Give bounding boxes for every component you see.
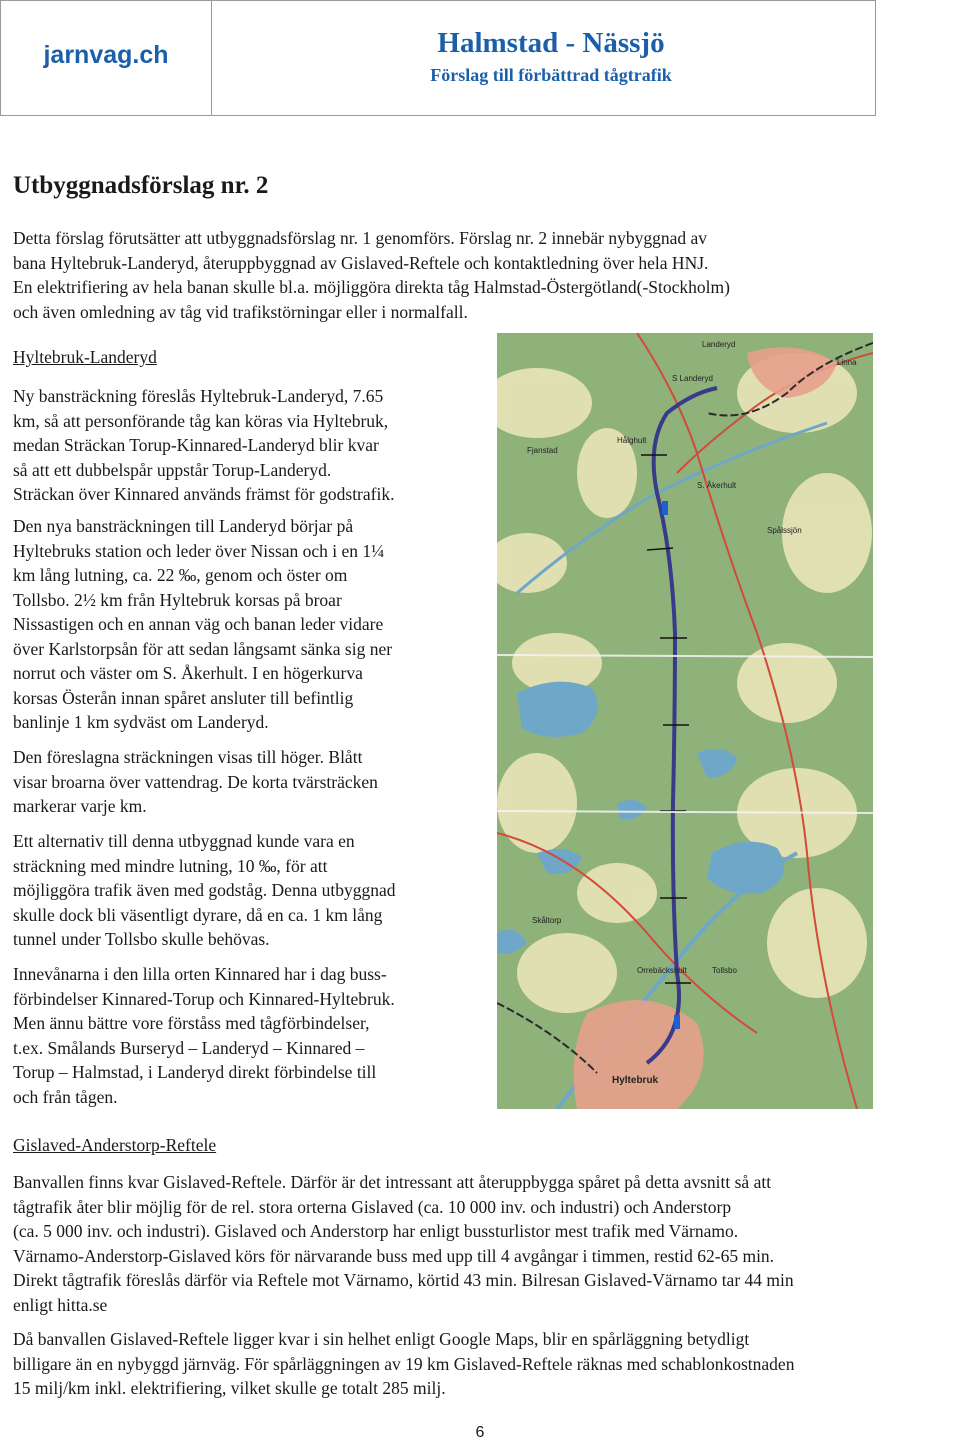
text-line: 15 milj/km inkl. elektrifiering, vilket skulle ge totalt 285 milj. — [13, 1378, 446, 1398]
section-title-gislaved: Gislaved-Anderstorp-Reftele — [13, 1135, 217, 1155]
paragraph-description — [13, 514, 483, 735]
map-label: Skåltorp — [532, 916, 562, 925]
map-label: Linna — [837, 358, 857, 367]
text-line: Sträckan över Kinnared används främst för godstrafik. — [13, 484, 395, 504]
text-line: så att ett dubbelspår uppstår Torup-Landeryd. — [13, 459, 332, 480]
text-line: Värnamo-Anderstorp-Gislaved körs för närvarande buss med upp till 4 avgångar i timmen, restid 62-65 min. — [13, 1245, 775, 1266]
header-title-box — [211, 0, 876, 116]
text-line: km lång lutning, ca. 22 ‰, genom och öster om — [13, 565, 348, 585]
text-line: enligt hitta.se — [13, 1294, 108, 1315]
text-line: skulle dock bli väsentligt dyrare, då en ca. 1 km lång — [13, 904, 383, 925]
text-line: Hyltebruks station och leder över Nissan och i en 1¼ — [13, 540, 385, 561]
map-label: Hålghult — [617, 436, 647, 445]
text-line: tågtrafik åter blir möjlig för de rel. stora orterna Gislaved (ca. 10 000 inv. och industri) och Anderstorp — [13, 1196, 732, 1217]
paragraph-alternative — [13, 829, 483, 952]
paragraph-kinnared — [13, 962, 483, 1109]
text-line: förbindelser Kinnared-Torup och Kinnared-Hyltebruk. — [13, 988, 395, 1009]
text-line: markerar varje km. — [13, 796, 147, 816]
map-label: Spålssjön — [767, 526, 802, 535]
text-line: banlinje 1 km sydväst om Landeryd. — [13, 712, 269, 732]
text-line: Ett alternativ till denna utbyggnad kunde vara en — [13, 831, 355, 851]
text-line: Ny bansträckning föreslås Hyltebruk-Landeryd, 7.65 — [13, 386, 384, 406]
map-label: Hyltebruk — [612, 1075, 659, 1086]
map-label: S. Åkerhult — [697, 481, 737, 490]
text-line: bana Hyltebruk-Landeryd, återuppbyggnad av Gislaved-Reftele och kontaktledning över hela HNJ. — [13, 252, 709, 273]
text-line: Den nya bansträckningen till Landeryd börjar på — [13, 516, 354, 536]
text-line: Direkt tågtrafik föreslås därför via Reftele mot Värnamo, körtid 43 min. Bilresan Gislaved-Värnamo tar 44 min — [13, 1270, 794, 1290]
text-line: Nissastigen och en annan väg och banan leder vidare — [13, 614, 384, 634]
page-header — [0, 0, 876, 116]
text-line: över Karlstorpsån för att sedan långsamt sänka sig ner — [13, 638, 393, 659]
paragraph-map-legend — [13, 745, 483, 819]
site-brand[interactable]: jarnvag.ch — [43, 41, 169, 69]
text-line: Torup – Halmstad, i Landeryd direkt förbindelse till — [13, 1062, 377, 1082]
page-number: 6 — [475, 1424, 485, 1441]
text-line: Då banvallen Gislaved-Reftele ligger kvar i sin helhet enligt Google Maps, blir en spårläggning betydligt — [13, 1329, 750, 1349]
map-label: Fjanstad — [527, 446, 558, 455]
route-map — [497, 333, 873, 1109]
text-line: Banvallen finns kvar Gislaved-Reftele. Därför är det intressant att återuppbygga spåret på detta avsnitt så att — [13, 1172, 772, 1192]
text-line: korsas Österån innan spåret ansluter till befintlig — [13, 687, 354, 708]
text-line: Innevånarna i den lilla orten Kinnared har i dag buss- — [13, 964, 387, 984]
text-line: och även omledning av tåg vid trafikstörningar eller i normalfall. — [13, 301, 468, 322]
text-line: visar broarna över vattendrag. De korta tvärsträcken — [13, 771, 378, 792]
text-line: km, så att personförande tåg kan köras via Hyltebruk, — [13, 410, 389, 431]
text-line: norrut och väster om S. Åkerhult. I en högerkurva — [13, 663, 363, 683]
text-line: Tollsbo. 2½ km från Hyltebruk korsas på broar — [13, 589, 342, 610]
map-label: S Landeryd — [672, 374, 713, 383]
header-brand-box — [0, 0, 212, 116]
document-title: Halmstad - Nässjö — [437, 27, 665, 59]
document-subtitle: Förslag till förbättrad tågtrafik — [430, 65, 672, 85]
text-line: billigare än en nybyggd järnväg. För spårläggningen av 19 km Gislaved-Reftele räknas med schablonkostnaden — [13, 1353, 795, 1374]
intro-paragraph — [13, 226, 958, 324]
paragraph-route — [13, 384, 483, 507]
text-line: (ca. 5 000 inv. och industri). Gislaved och Anderstorp har enligt bussturlistor mest trafik med Värnamo. — [13, 1221, 739, 1241]
text-line: medan Sträckan Torup-Kinnared-Landeryd blir kvar — [13, 435, 379, 455]
section-title-hyltebruk-landeryd: Hyltebruk-Landeryd — [13, 347, 157, 367]
text-line: En elektrifiering av hela banan skulle bl.a. möjliggöra direkta tåg Halmstad-Östergötland(-Stockholm) — [13, 277, 730, 297]
text-line: och från tågen. — [13, 1086, 118, 1107]
map-label: Orrebäckshult — [637, 966, 687, 975]
text-line: sträckning med mindre lutning, 10 ‰, för att — [13, 855, 328, 876]
text-line: Den föreslagna sträckningen visas till höger. Blått — [13, 747, 363, 767]
text-line: Men ännu bättre vore förståss med tågförbindelser, — [13, 1013, 370, 1033]
text-line: möjliggöra trafik även med godståg. Denna utbyggnad — [13, 880, 396, 900]
map-label: Landeryd — [702, 340, 736, 349]
text-line: t.ex. Smålands Burseryd – Landeryd – Kinnared – — [13, 1037, 365, 1058]
paragraph-gislaved — [13, 1170, 958, 1317]
text-line: tunnel under Tollsbo skulle behövas. — [13, 929, 270, 949]
text-line: Detta förslag förutsätter att utbyggnadsförslag nr. 1 genomförs. Förslag nr. 2 innebär nybyggnad av — [13, 228, 708, 248]
page-heading: Utbyggnadsförslag nr. 2 — [13, 172, 269, 199]
paragraph-cost — [13, 1327, 958, 1401]
map-label: Tollsbo — [712, 966, 737, 975]
